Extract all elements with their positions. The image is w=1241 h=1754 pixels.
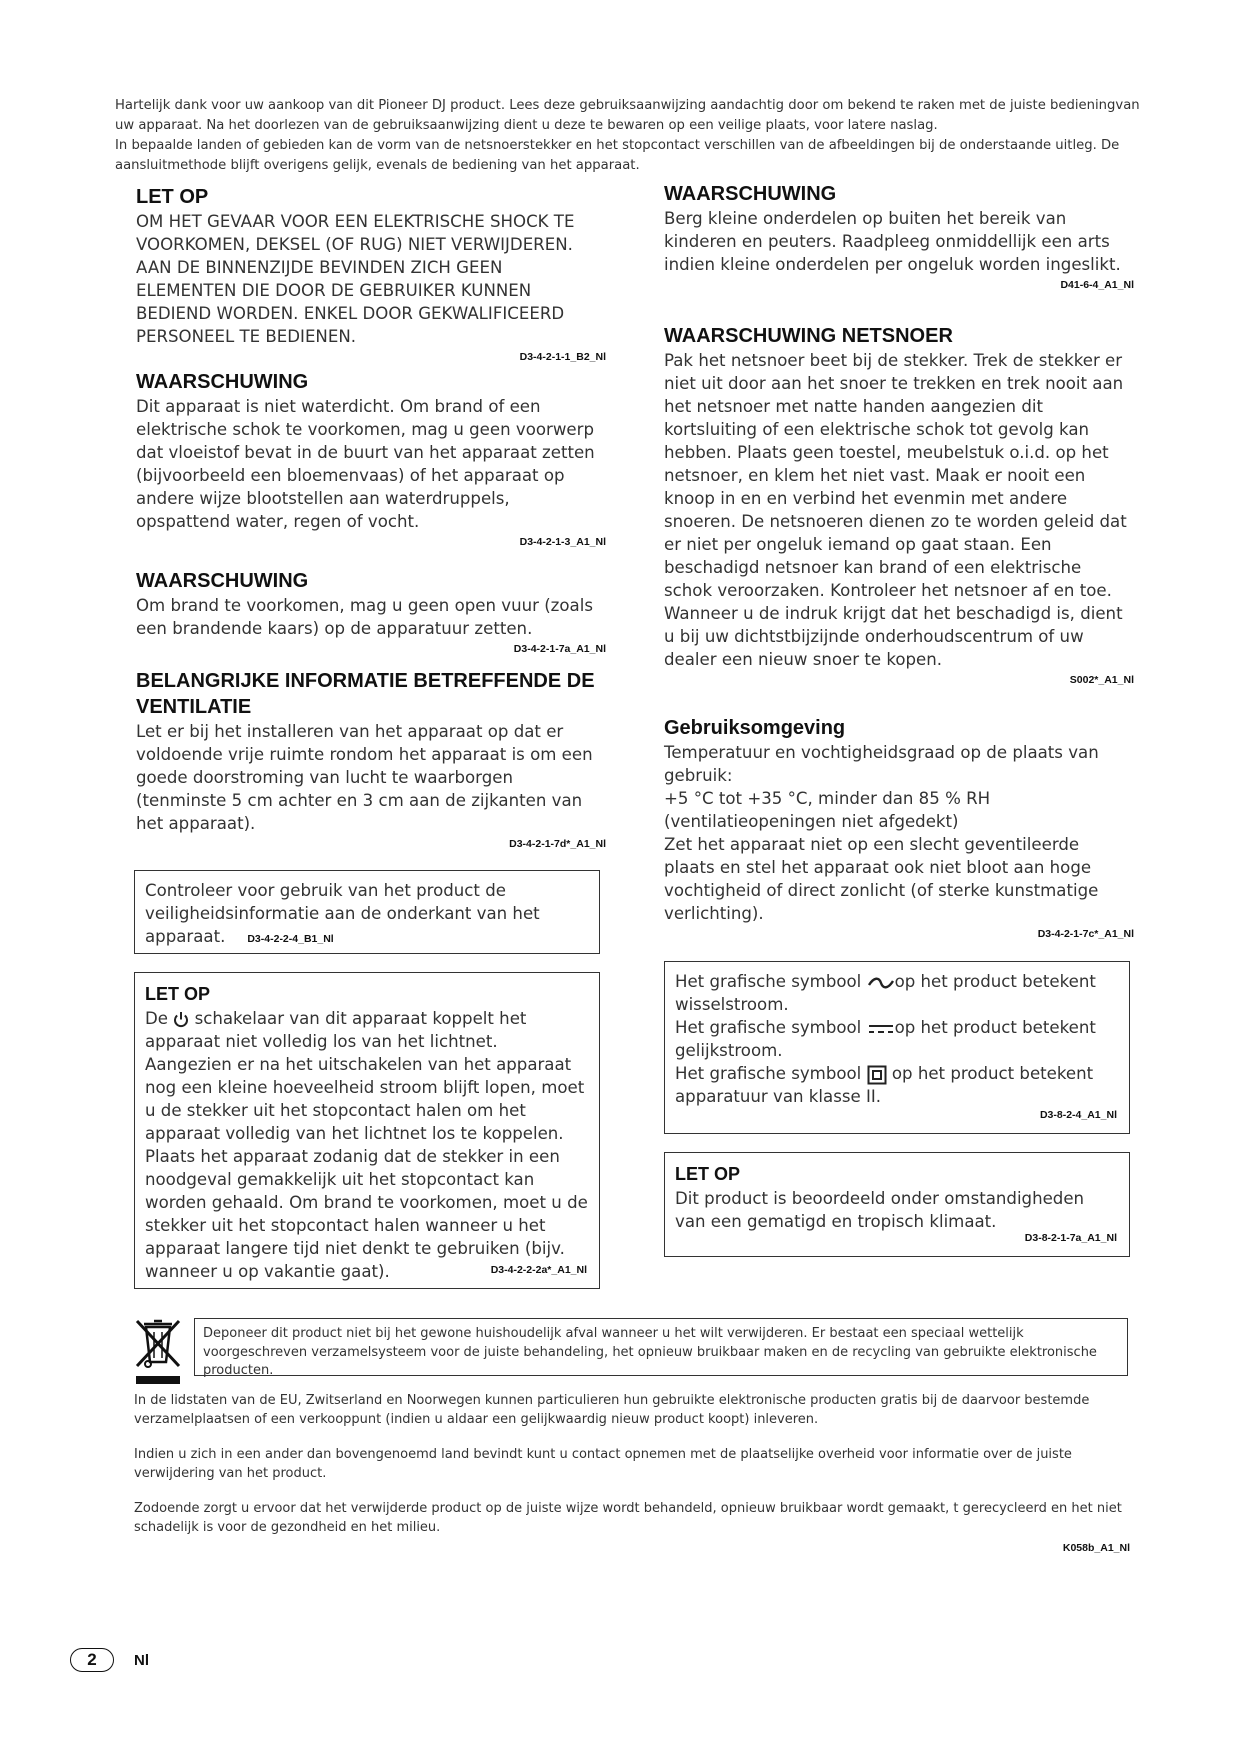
symbol-ac-pre: Het grafische symbool <box>675 972 862 991</box>
disposal-paragraph-2: Indien u zich in een ander dan bovengenoemd land bevindt kunt u contact opnemen met de plaatselijke overheid voor informatie over de juiste verwijdering van het product. <box>134 1447 1072 1481</box>
standby-text-before: De <box>145 1009 168 1028</box>
class-ii-symbol-icon <box>867 1065 887 1085</box>
disposal-box-text: Deponeer dit product niet bij het gewone huishoudelijk afval wanneer u het wilt verwijderen. Er bestaat een speciaal wettelijk voorgeschreven verzamelsysteem voor de juiste behandeling, het opnieuw bruikbaar maken en de recycling van gebruikte elektronische producten. <box>203 1326 1097 1378</box>
netsnoer-section <box>664 323 1134 686</box>
symbol-ac-post: op het product betekent wisselstroom. <box>675 972 1096 1014</box>
netsnoer-title: WAARSCHUWING NETSNOER <box>664 325 953 347</box>
netsnoer-code: S002*_A1_Nl <box>1069 674 1134 686</box>
environment-code: D3-4-2-1-7c*_A1_Nl <box>1037 928 1134 940</box>
environment-line-1: Temperatuur en vochtigheidsgraad op de plaats van gebruik: <box>664 743 1099 785</box>
safety-info-code: D3-4-2-2-4_B1_Nl <box>247 933 334 945</box>
standby-title: LET OP <box>145 984 211 1004</box>
let-op-shock-section <box>136 184 606 363</box>
environment-section <box>664 715 1134 940</box>
standby-text-after: schakelaar van dit apparaat koppelt het apparaat niet volledig los van het lichtnet. Aangezien er na het uitschakelen van het apparaat nog een kleine hoeveelheid stroom blijft lopen, moet u de stekker uit het stopcontact halen om het apparaat volledig van het lichtnet los te koppelen. Plaats het apparaat zodanig dat de stekker in een noodgeval gemakkelijk uit het stopcontact kan worden gehaald. Om brand te voorkomen, moet u de stekker uit het stopcontact halen wanneer u het apparaat langere tijd niet denkt te gebruiken (bijv. wanneer u op vakantie gaat). <box>145 1009 588 1281</box>
let-op-code: D3-4-2-1-1_B2_Nl <box>519 351 606 363</box>
disposal-paragraph-3: Zodoende zorgt u ervoor dat het verwijderde product op de juiste wijze wordt behandeld, opnieuw bruikbaar wordt gemaakt, t gerecycleerd en het niet schadelijk is voor de gezondheid en het milieu. <box>134 1501 1122 1535</box>
environment-line-4: Zet het apparaat niet op een slecht geventileerde plaats en stel het apparaat ook niet bloot aan hoge vochtigheid of direct zonlicht (of sterke kunstmatige verlichting). <box>664 835 1099 923</box>
waarschuwing-fire-title: WAARSCHUWING <box>136 570 309 592</box>
climate-box <box>664 1152 1130 1257</box>
dc-symbol-icon <box>867 1022 895 1036</box>
waarschuwing-water-text: Dit apparaat is niet waterdicht. Om brand of een elektrische schok te voorkomen, mag u geen voorwerp dat vloeistof bevat in de buurt van het apparaat zetten (bijvoorbeeld een bloemenvaas) of het apparaat op andere wijze blootstellen aan waterdruppels, opspattend water, regen of vocht. <box>136 397 595 531</box>
intro <box>115 96 1155 176</box>
symbol-class2-line <box>675 1062 1119 1108</box>
power-icon <box>173 1011 189 1028</box>
page-number: 2 <box>70 1648 114 1672</box>
safety-info-sentence: Controleer voor gebruik van het product de veiligheidsinformatie aan de onderkant van het apparaat. <box>145 881 540 946</box>
disposal-box <box>194 1318 1128 1376</box>
language-label: Nl <box>134 1652 149 1669</box>
safety-info-box <box>134 870 600 954</box>
waarschuwing-water-section <box>136 369 606 548</box>
standby-code: D3-4-2-2-2a*_A1_Nl <box>490 1264 587 1276</box>
waarschuwing-water-title: WAARSCHUWING <box>136 371 309 393</box>
environment-line-2: +5 °C tot +35 °C, minder dan 85 % RH <box>664 789 991 808</box>
symbol-dc-post: op het product betekent gelijkstroom. <box>675 1018 1096 1060</box>
symbol-class2-pre: Het grafische symbool <box>675 1064 862 1083</box>
symbol-class2-post: op het product betekent apparatuur van klasse II. <box>675 1064 1094 1106</box>
disposal-paragraph-1: In de lidstaten van de EU, Zwitserland en Noorwegen kunnen particulieren hun gebruikte elektronische producten gratis bij de daarvoor bestemde verzamelplaatsen of een verkooppunt (indien u aldaar een gelijkwaardig nieuw product koopt) inleveren. <box>134 1393 1090 1427</box>
symbol-ac-line <box>675 970 1119 1016</box>
climate-code: D3-8-2-1-7a_A1_Nl <box>1024 1232 1117 1244</box>
ac-symbol-icon <box>867 976 895 990</box>
disposal-code: K058b_A1_Nl <box>1062 1542 1130 1554</box>
disposal-text <box>134 1392 1130 1554</box>
waarschuwing-water-code: D3-4-2-1-3_A1_Nl <box>519 536 606 548</box>
let-op-title: LET OP <box>136 186 209 208</box>
small-parts-text: Berg kleine onderdelen op buiten het bereik van kinderen en peuters. Raadpleeg onmiddellijk een arts indien kleine onderdelen per ongeluk worden ingeslikt. <box>664 209 1121 274</box>
symbols-code: D3-8-2-4_A1_Nl <box>1039 1109 1117 1121</box>
safety-info-text <box>145 879 589 951</box>
waarschuwing-small-parts-section <box>664 181 1134 291</box>
small-parts-title: WAARSCHUWING <box>664 183 837 205</box>
netsnoer-text: Pak het netsnoer beet bij de stekker. Trek de stekker er niet uit door aan het snoer te trekken en trek nooit aan het netsnoer met natte handen aangezien dit kortsluiting of een elektrische schok tot gevolg kan hebben. Plaats geen toestel, meubelstuk o.i.d. op het netsnoer, en klem het niet vast. Maak er nooit een knoop in en en verbind het evenmin met andere snoeren. De netsnoeren dienen zo te worden geleid dat er niet per ongeluk iemand op gaat staan. Een beschadigd netsnoer kan brand of een elektrische schok veroorzaken. Kontroleer het netsnoer af en toe. Wanneer u de indruk krijgt dat het beschadigd is, dient u bij uw dichtstbijzijnde onderhoudscentrum of uw dealer een nieuw snoer te kopen. <box>664 351 1127 669</box>
waarschuwing-fire-text: Om brand te voorkomen, mag u geen open vuur (zoals een brandende kaars) op de apparatuur zetten. <box>136 596 593 638</box>
climate-text: Dit product is beoordeeld onder omstandigheden van een gematigd en tropisch klimaat. <box>675 1189 1085 1231</box>
waarschuwing-fire-code: D3-4-2-1-7a_A1_Nl <box>513 643 606 655</box>
symbol-dc-line <box>675 1016 1119 1062</box>
standby-switch-box <box>134 972 600 1289</box>
intro-paragraph-1: Hartelijk dank voor uw aankoop van dit Pioneer DJ product. Lees deze gebruiksaanwijzing aandachtig door om bekend te raken met de juiste bedieningvan uw apparaat. Na het doorlezen van de gebruiksaanwijzing dient u deze te bewaren op een veilige plaats, voor latere naslag. <box>115 98 1140 133</box>
standby-text <box>145 1007 589 1283</box>
crossed-bin-icon <box>134 1318 182 1386</box>
ventilation-title: BELANGRIJKE INFORMATIE BETREFFENDE DE VENTILATIE <box>136 670 595 718</box>
ventilation-code: D3-4-2-1-7d*_A1_Nl <box>509 838 606 850</box>
waarschuwing-fire-section <box>136 568 606 655</box>
let-op-text: OM HET GEVAAR VOOR EEN ELEKTRISCHE SHOCK TE VOORKOMEN, DEKSEL (OF RUG) NIET VERWIJDEREN. AAN DE BINNENZIJDE BEVINDEN ZICH GEEN ELEMENTEN DIE DOOR DE GEBRUIKER KUNNEN BEDIEND WORDEN. ENKEL DOOR GEKWALIFICEERD PERSONEEL TE BEDIENEN. <box>136 212 575 346</box>
environment-line-3: (ventilatieopeningen niet afgedekt) <box>664 812 959 831</box>
intro-paragraph-2: In bepaalde landen of gebieden kan de vorm van de netsnoerstekker en het stopcontact verschillen van de afbeeldingen bij de onderstaande uitleg. De aansluitmethode blijft overigens gelijk, evenals de bediening van het apparaat. <box>115 138 1120 173</box>
symbols-box <box>664 961 1130 1134</box>
symbol-dc-pre: Het grafische symbool <box>675 1018 862 1037</box>
ventilation-text: Let er bij het installeren van het apparaat op dat er voldoende vrije ruimte rondom het apparaat is om een goede doorstroming van lucht te waarborgen (tenminste 5 cm achter en 3 cm aan de zijkanten van het apparaat). <box>136 722 593 833</box>
environment-title: Gebruiksomgeving <box>664 717 846 739</box>
small-parts-code: D41-6-4_A1_Nl <box>1060 279 1134 291</box>
ventilation-section <box>136 668 606 850</box>
climate-title: LET OP <box>675 1164 741 1184</box>
